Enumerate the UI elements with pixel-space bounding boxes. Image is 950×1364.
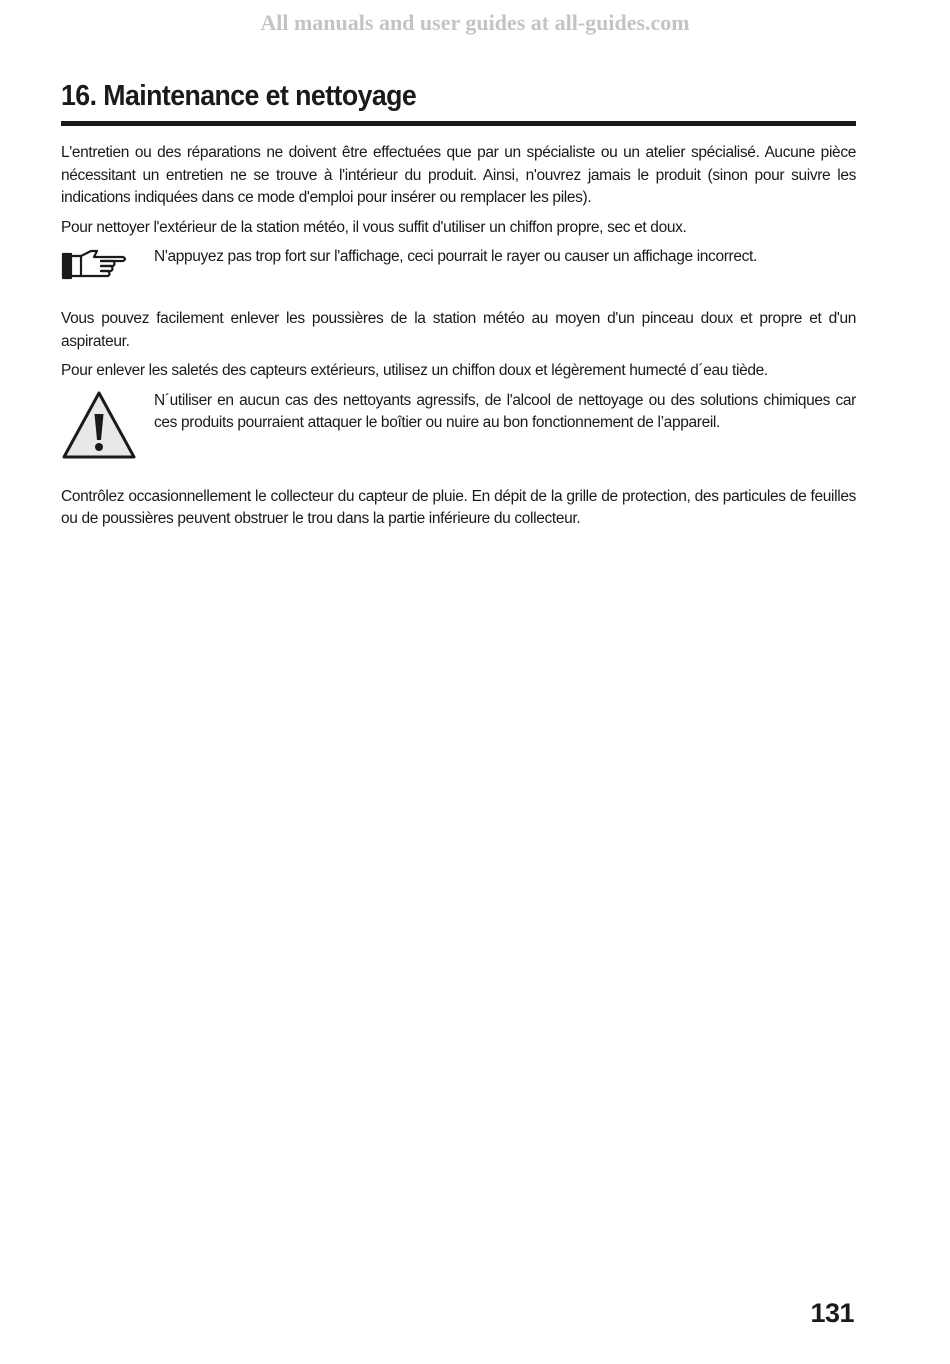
section-title: 16. Maintenance et nettoyage	[61, 80, 417, 112]
note-block	[61, 246, 856, 294]
pointing-hand-icon	[61, 248, 129, 287]
paragraph-sensors: Pour enlever les saletés des capteurs extérieurs, utilisez un chiffon doux et légèrement humecté d´eau tiède.	[61, 362, 768, 379]
warning-block	[61, 390, 856, 472]
paragraph-rain-collector: Contrôlez occasionnellement le collecteur du capteur de pluie. En dépit de la grille de protection, des particules de feuilles ou de poussières peuvent obstruer le trou dans la partie inférieure du collecteur.	[61, 487, 856, 527]
title-rule	[61, 121, 856, 126]
warning-triangle-icon	[61, 390, 137, 465]
warning-text: N´utiliser en aucun cas des nettoyants agressifs, de l'alcool de nettoyage ou des solutions chimiques car ces produits pourraient attaquer le boîtier ou nuire au bon fonctionnement de l’appareil.	[154, 391, 856, 431]
paragraph-dust: Vous pouvez facilement enlever les poussières de la station météo au moyen d'un pinceau doux et propre et d'un aspirateur.	[61, 310, 856, 350]
page-content	[61, 142, 856, 538]
page-number: 131	[810, 1298, 854, 1328]
watermark: All manuals and user guides at all-guides.com	[260, 10, 690, 35]
spacer	[61, 472, 856, 486]
note-text: N'appuyez pas trop fort sur l'affichage, ceci pourrait le rayer ou causer un affichage incorrect.	[154, 248, 757, 265]
paragraph-cleaning-exterior: Pour nettoyer l'extérieur de la station météo, il vous suffit d'utiliser un chiffon propre, sec et doux.	[61, 218, 687, 236]
paragraph-maintenance: L'entretien ou des réparations ne doivent être effectuées que par un spécialiste ou un atelier spécialisé. Aucune pièce nécessitant un entretien ne se trouve à l'intérieur du produit. Ainsi, n'ouvrez jamais le produit (sinon pour suivre les indications indiquées dans ce mode d'emploi pour insérer ou remplacer les piles).	[61, 144, 856, 206]
spacer	[61, 294, 856, 308]
